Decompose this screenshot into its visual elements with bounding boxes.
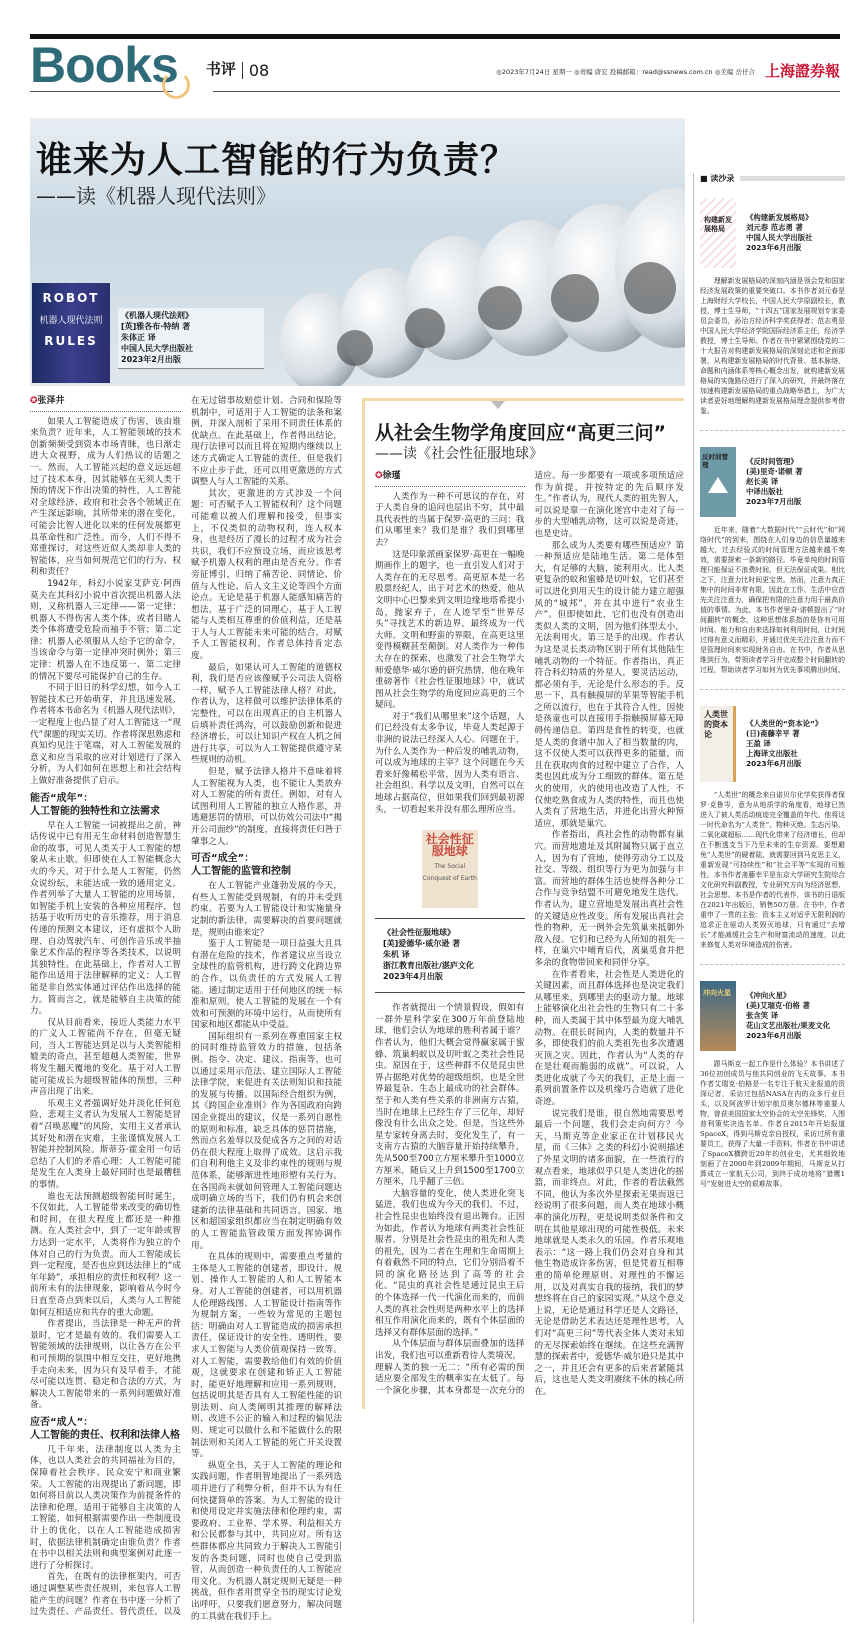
divider xyxy=(242,62,243,79)
paragraph: 人类作为一种不可思议的存在，对于人类自身的追问也层出不穷，其中最具代表性的当属于保罗·高更的三问：我们从哪里来？我们是谁？我们到哪里去？ xyxy=(375,491,525,548)
cover-text: 反时间管理 xyxy=(702,453,728,469)
caption-line: 张含笑 译 xyxy=(746,1011,779,1020)
caption-line: 中译出版社 xyxy=(746,487,783,496)
subheading xyxy=(30,792,181,818)
subheading-title: 人工智能的责任、权利和法律人格 xyxy=(30,1429,180,1441)
book-blurb: 跟马斯克一起工作是什么体验？本书讲述了36位初创成员与他共同创业的飞天故事。本书作者艾瑞克·伯格是一名专注于航天业报道的资深记者，采访过包括NASA在内的众多行业巨头，以及阿波罗计划宇航员奥尔德林等重要人物，曾获美国国家太空协会的太空先锋奖，入围普利策奖决选名单。作者自2015年开始报道SpaceX，得到马斯克亲自授权，采访过所有重要员工，获得了大量一手资料。作者在书中讲述了SpaceX横跨近20年的创业史，尤其细致地刻画了在2000年到2009年期间，马斯克从打算成立一家航天公司，到终于成功地将“猎鹰1号”发射进太空的艰难故事。 xyxy=(700,1060,845,1188)
sidebar-book-2 xyxy=(700,447,845,675)
speech-bubble-icon xyxy=(162,71,190,99)
paragraph: 最后，如果认可人工智能的道德权利，我们是否应该像赋予公司法人资格一样，赋予人工智能法律人格？对此，作者认为，这样做可以维护法律体系的完整性，可以在出现真正的自主机器人后填补责任鸿沟，可以鼓励创新和促进经济增长，可以让知识产权在人机之间进行共享，可以为人工智能提供遵守某些规则的动机。 xyxy=(191,662,342,766)
byline xyxy=(375,471,525,487)
paragraph: 理解人类的独一无二：“所有必需的预适应要全部发生的概率实在太低了。每一个演化步骤，其本身都是一次充分的适应。每一步都要有一项或多项预适应作为前提，并按特定的先后顺序发生。”作者认为，现代人类的祖先智人，可以说是靠一在演化迷宫中走对了每一步的大型哺乳动物，这可以说是奇迹，也是史诗。 xyxy=(375,471,684,1396)
caption-line: 王盈 译 xyxy=(746,739,771,748)
paragraph: 但是，赋予法律人格并不意味着将人工智能视为人类，也不能让人类放弃对人工智能的所有责任。例如，对有人试图利用人工智能的独立人格作恶，并逃避惩罚的情形，可以仿效公司法中“揭开公司面纱”的制度，直接将责任归咎于肇事之人。 xyxy=(191,767,342,847)
cover-text: The Social Conquest of Earth xyxy=(422,863,477,882)
paragraph: 首先，在既有的法律框架内，可否通过调整某些责任规则，来包容人工智能产生的问题？作者在书中逐一分析了过失责任、产品责任、替代责任，以及在无过错事故赔偿计划、合同和保险等机制中，可适用于人工智能的法条和案例，并深入剖析了采用不同责任体系的优缺点。在此基础上，作者得出结论，现行法律可以而且将在短期内继续以上述方式确定人工智能的责任，但是我们不应止步于此，还可以用更激进的方式调整人与人工智能的关系。 xyxy=(30,396,342,1618)
caption-line: (美)里奇·诺顿 著 xyxy=(746,467,803,476)
cover-text: 人类世的资本论 xyxy=(704,710,728,739)
triangle-icon xyxy=(708,477,728,493)
book-blurb: 近年来，随着“大数据时代”“云时代”和“网络时代”的到来，围绕在人们身边的信息量越来越大，过去经验式的时间管理方法越来越不奏效，需要探索一条新的路径。毕竟单纯的时间管理只能保证不浪费时间，但无法保证成果。相比之下，注意力比时间更宝贵。然而，注意力真正集中的时间非常有限，因此在工作、生活中应首先关注注意力，确保把有限的注意力用于最高价值的事情。为此，本书作者里奇·诺顿提出了“时间翻转”的概念，这种思想体系指的是你有可用时间、能力和自由来选择如何利用时间，让时间过得有意义而精彩，并通过优先关注注意力而不是管理时间来实现财务自由。在书中，作者从思维到行为，带领读者学习并完成整个时间翻转的过程，帮助读者学习如何为优先事项腾出时间。 xyxy=(700,526,845,674)
book-blurb: 理解新发展格局的深刻内涵是领会党和国家经济发展政策的重要突破口。本书作者刘元春是上海财经大学校长，中国人民大学原副校长，教授，博士生导师，“十四五”国家发展规划专家委员会委员，孙冶方经济科学奖获得者；范志勇是中国人民大学经济学院国际经济系主任，经济学教授，博士生导师。作者在书中紧紧围绕党的二十大报告对构建新发展格局的深刻论述和全面部署，从构建新发展格局的时代背景、基本脉络、命题和内涵体系等核心概念出发，就构建新发展格局的实施路径进行了深入的研究，并最终落在加速构建新发展格局的重点战略举措上，为广大读者更好地理解构建新发展格局理念提供参考借鉴。 xyxy=(700,277,845,415)
paragraph: 在人工智能产业蓬勃发展的今天，有些人工智能受到规制，有的并未受到约束。若要为人工智能设计和实施量身定制的新法律，需要解决的首要问题就是，规则由谁来定？ xyxy=(191,881,342,938)
dashed-divider xyxy=(700,430,845,431)
author-name: 张泽井 xyxy=(37,396,65,406)
masthead xyxy=(30,39,840,91)
header-rule xyxy=(213,91,840,92)
paragraph: 从个体层面与群体层面叠加的选择出发，我们也可以重新看待人类境况， xyxy=(375,1339,525,1362)
paragraph: 那么成为人类要有哪些预适应？第一种预适应是陆地生活。第二是体型大，有足够的大脑，能利用火。比人类更复杂的蚁和蜜蜂是切叶蚁，它们甚至可以进化到用天生的设计能力建立超强风的“城邦”，并在其中进行“农业生产”。但即使如此，它们也没有创造出类似人类的文明，因为他们体型太小，无法利用火。第三是手的出现。作者认为这是灵长类动物区别于所有其他陆生哺乳动物的一个特征。作者指出，真正符合科幻特质的外星人，要灵活运动，都必须有手，无论是什么形态的手。反思一下，具有触摸屏的苹果等智能手机之所以流行，也在于其符合人性，因使是孩童也可以直接用手指触摸屏幕无障碍传递信息。第四是食性的转变，也就是人类的食谱中加入了相当数量的肉，这不仅使人类可以获得更多的能量，而且在获取肉食的过程中建立了合作，人类也因此成为分工细致的群体。第五是火的使用，火的使用也改造了人性，不仅使吃熟食成为人类的特性，而且也使人类有了营地生活，并进化出营火种预适应，那就是巢穴。 xyxy=(534,540,684,829)
paragraph: 早在人工智能一词被提出之前，神话传说中已有用无生命材料创造智慧生命的故事，可见人类关于人工智能的想象从未止歇。但即使在人工智能概念大火的今天，对于什么是人工智能，仍然众说纷纭，未能达成一致的通用定义。作者列举了大量人工智能的应用场景，如智能手机上安装的各种应用程序，包括基于收听历史的音乐推荐，用于消息传递的预测文本建议，还有虚拟个人助理、自动驾驶汽车、可创作音乐或半抽象艺术作品的程序等各类技术，以说明其独特性。在此基础上，作者对人工智能作出适用于法律解释的定义：人工智能是非自然实体通过评估作出选择的能力。简而言之，就是能够自主决策的能力。 xyxy=(30,820,181,1017)
book-caption xyxy=(746,213,813,253)
cover-text: 冲向火星 xyxy=(703,989,731,997)
subheading-kicker: 可否“成全”： xyxy=(191,853,255,865)
book-cover xyxy=(700,981,736,1051)
caption-line: 浙江教育出版社/湛庐文化 xyxy=(383,961,474,971)
caption-line: 《人类世的“资本论”》 xyxy=(746,719,823,728)
lead-subheadline: ——读《机器人现代法则》 xyxy=(36,184,276,208)
paragraph: 说完我们是谁，很自然地需要思考最后一个问题，我们会走向何方？今天，马斯克等企业家正在计划移民火星，而《三体》之类的科幻小说则描述了外星文明的诸多面貌，在一些流行的观点看来，地球似乎只是人类进化的摇篮，而非终点。对此，作者的看法截然不同，他认为多次外星探索无果而返已经说明了很多问题，而人类在地球小概率的演化历程，更是说明类似条件和文明在其他星球出现的可能性极低。未来地球就是人类永久的乐园。作者乐观地表示：“这一路上我们仍会对自身和其他生物造成许多伤害，但是凭着互相尊重的简单伦理原则、对理性的不懈运用，以及对真实自我的接纳，我们的梦想终将在自己的家园实现。”从这个意义上说，无论是通过科学还是人文路径，无论是借助艺术表达还是理性思考，人们对“高更三问”等代表全体人类对未知的无尽探索始终在继续。在这些充满智慧的探索者中，爱德华·威尔逊只是其中之一，并且还会有更多的后来者紧随其后，这也是人类文明赓续不休的核心所在。 xyxy=(534,1108,684,1397)
sidebar-book-1 xyxy=(700,198,845,416)
book-caption xyxy=(746,457,802,507)
sidebar-heading-bar xyxy=(740,176,845,181)
dashed-divider xyxy=(700,689,845,690)
second-article-body xyxy=(375,471,684,1399)
paragraph: 作者提出，当法律是一种无声的背景时，它才是最有效的。我们需要人工智能领域的法律规则，以让各方在公平和可预期的氛围中相互交往，更好地携手走向未来，因为只有及早着手，才能尽可能以连贯、稳定和合法的方式，为解决人工智能带来的一系列问题做好准备。 xyxy=(30,1319,181,1411)
caption-line: 刘元春 范志勇 著 xyxy=(746,223,803,232)
lead-book-caption xyxy=(118,308,264,369)
author-name: 徐瑾 xyxy=(382,471,401,481)
cover-text: 社会性征服地球 xyxy=(425,832,474,858)
books-logo xyxy=(30,39,178,91)
paragraph: 鉴于人工智能是一项日益强大且具有潜在危险的技术，作者建议应当设立全球性的监管机构，进行跨文化跨边界的合作，以负责任的方式发展人工智能。通过制定适用于任何地区的统一标准和原则，使人工智能的发展在一个有效和可预测的环境中运行，从而使所有国家和地区都能从中受益。 xyxy=(191,939,342,1031)
caption-line: 2023年6月出版 xyxy=(746,243,802,252)
subheading xyxy=(30,1416,181,1442)
byline xyxy=(30,396,181,412)
book-cover xyxy=(700,447,736,517)
cover-text: RULES xyxy=(44,334,98,348)
paragraph: 大脑容量的变化，使人类进化突飞猛进，我们也成为今天的我们。不过，社会性昆虫也始终没有退出舞台。正因为如此，作者认为地球有两类社会性征服者，分别是社会性昆虫的祖先和人类的祖先，因为二者在生理和生命周期上有着截然不同的特点，它们分别沿着不同的演化路径达到了高等的社会化。“昆虫的真社会性是通过昆虫王后的个体选择一代一代演化而来的，而前人类的真社会性则是两种水平上的选择相互作用演化而来的，既有个体层面的选择又有群体层面的选择。” xyxy=(375,1188,525,1338)
book-cover xyxy=(700,706,736,782)
column-divider xyxy=(693,173,694,1623)
sidebar-heading: ■ 读沙录 xyxy=(700,174,735,183)
lead-headline: 谁来为人工智能的行为负责？ xyxy=(36,139,518,181)
caption-line: 《社会性征服地球》 xyxy=(383,928,455,938)
bullet-icon: ✪ xyxy=(375,471,383,481)
paragraph: 如果人工智能造成了伤害，该由谁来负责？近年来，人工智能领域的技术创新频频受到资本市场青睐，也日渐走进大众视野，成为人们热议的话题之一。然而，人工智能兴起的意义远远超过了技术本身，因其能够在无须人类干预的情况下作出决策的特性，人工智能对全球经济、政府和社会各个领域正在产生深远影响，其所带来的潜在变化，可能会比智人进化以来的任何发展都更具革命性和广泛性。而今，人们不得不郑重探讨，对这些近似人类却非人类的智能体，应当如何规范它们的行为、权利和责任？ xyxy=(30,416,181,578)
cover-text: 机器人现代法则 xyxy=(39,316,103,326)
paragraph: 乐观主义者强调好处并淡化任何危险，悲观主义者认为发展人工智能是冒着“召唤恶魔”的风险，实用主义者承认其好处和潜在灾难，主张谨慎发展人工智能并控制风险。斯蒂芬·霍金用一句话总结了人们的矛盾心理：人工智能可能是发生在人类身上最好同时也是最糟糕的事情。 xyxy=(30,1098,181,1190)
caption-line: 2023年7月出版 xyxy=(746,497,802,506)
cover-text: 构建新发展格局 xyxy=(700,198,736,268)
book-cover-social-conquest xyxy=(422,830,478,908)
caption-line: (日)斋藤幸平 著 xyxy=(746,729,800,738)
section-name: 书评 xyxy=(205,60,236,78)
caption-line: 《冲向火星》 xyxy=(746,991,791,1000)
caption-line: 《机器人现代法则》 xyxy=(121,311,193,320)
caption-line: 上海译文出版社 xyxy=(746,749,798,758)
sidebar-book-3 xyxy=(700,706,845,950)
caption-line: 朱机 译 xyxy=(383,950,410,960)
book-blurb: “人类世”的概念来自诺贝尔化学奖获得者保罗·克鲁岑，意为从地质学的角度看，地球已然进入了被人类活动痕迹完全覆盖的年代。他将这一时代命名为“人类世”。物种灭绝、生态污染、二氧化碳超标……现代化带来了经济增长，但却在不断透支当下乃至未来的生存资源。要想避免“人类世”的硬着陆，就需要回到马克思主义，重新发现“可持续性”和“社会平等”实现的可能性。本书作者斋藤幸平是东京大学研究生院综合文化研究科副教授，专业研究方向为经济思想、社会思想。本书是作者的代表作，该书的日语版在2021年出版后，销售50万册。在书中，作者重申了一贯的主张：资本主义对适乎无限利润的追求正在驱动人类毁灭地球，只有通过“去增长”才能减缓社会生产和财富流动的速度，以此来修复人类对环境造成的伤害。 xyxy=(700,791,845,949)
paragraph: 不同于旧日的科学幻想，如今人工智能技术已开始萌芽，并且迅速发展。作者将本书命名为《机器人现代法则》，一定程度上也凸显了对人工智能这一“现代”课题的现实关切。作者将深思熟虑和真知灼见注于笔端，对人工智能发展的意义和应当采取的应对计划进行了深入分析，为人们如何在思想上和社会结构上做好准备提供了启示。 xyxy=(30,683,181,786)
caption-line: 2023年6月出版 xyxy=(746,759,802,768)
book-cover-robot-rules xyxy=(32,283,110,383)
caption-line: 《构建新发展格局》 xyxy=(746,213,813,222)
caption-line: 《反时间管理》 xyxy=(746,457,798,466)
page-number: 08 xyxy=(248,61,270,80)
paragraph: 1942年，科幻小说家艾萨克·阿西莫夫在其科幻小说中首次提出机器人法则，又称机器人三定律——第一定律：机器人不得伤害人类个体，或者目睹人类个体将遭受危险而袖手不管；第二定律：机器人必须服从人给予它的命令，当该命令与第一定律冲突时例外；第三定律：机器人在不违反第一、第二定律的情况下要尽可能保护自己的生存。 xyxy=(30,578,181,682)
caption-line: 朱体正 译 xyxy=(121,333,156,342)
cover-text: ROBOT xyxy=(42,291,100,305)
second-book-caption xyxy=(375,918,525,993)
paragraph: 谁也无法预测超级智能何时诞生，不仅如此，人工智能带来改变的确切性和时间，在很大程度上都还是一种推测。在人类社会中，到了一定年龄或智力达到一定水平，人类将作为独立的个体对自己的行为负责。而人工智能成长到一定程度，是否也应到达法律上的“成年年龄”，承担相应的责任和权利？这一前所未有的法律现象，影响着从今时今日直至奇点到来以后，人类与人工智能如何互相适应和共存的重大命题。 xyxy=(30,1191,181,1318)
second-subheadline: ——读《社会性征服地球》 xyxy=(375,446,543,462)
caption-line: 花山文艺出版社/果麦文化 xyxy=(746,1021,830,1030)
newspaper-name: 上海證券報 xyxy=(764,62,840,80)
book-caption xyxy=(746,991,830,1041)
book-cover xyxy=(700,198,736,268)
second-article xyxy=(362,398,684,1409)
caption-line: 2023年2月出版 xyxy=(121,355,181,364)
second-headline: 从社会生物学角度回应“高更三问” xyxy=(375,422,666,444)
sidebar xyxy=(700,173,845,1189)
caption-line: 中国人民大学出版社 xyxy=(121,344,193,353)
paragraph: 作者就提出一个情景假设，假如有一群外星科学家在300万年前登陆地球，他们会认为地球的胜利者属于谁？作者认为，他们大概会觉得赢家属于蜜蜂、筑巢蚂蚁以及切叶蚁之类社会性昆虫。原因在于，这些种群不仅是昆虫世界占据绝对优势的超级组织，也是全世界最复杂、生态上最成功的社会群体。至于和人类有些关系的非洲南方古猿，当时在地球上已经生存了三亿年，却好像没有什么出众之处。但是，当这些外星专家转身离去时，变化发生了，有一支南方古猿的大脑容量开始持续攀升，先从500至700立方厘米攀升至1000立方厘米，随后又上升到1500至1700立方厘米，几乎翻了三倍。 xyxy=(375,1003,525,1188)
subheading xyxy=(191,852,342,878)
subheading-title: 人工智能的监管和控制 xyxy=(191,866,291,878)
subheading-kicker: 应否“成人”： xyxy=(30,1416,94,1428)
book-caption xyxy=(746,719,822,769)
caption-line: [美]爱德华·威尔逊 著 xyxy=(383,939,461,949)
subheading-title: 人工智能的独特性和立法需求 xyxy=(30,805,160,817)
paragraph: 在具体的规则中，需要重点考量的主体是人工智能的创建者，即设计、规划、操作人工智能的人和人工智能本身。对人工智能的创建者，可以用机器人伦理路线图、人工智能设计指南等作为规制方案，一些较为常见的主题包括：明确由对人工智能造成的损害承担责任，保证设计的安全性、透明性，要求人工智能与人类价值观保持一致等。对人工智能，需要教给他们有效的价值观，这就要求在创建和矫正人工智能时，能更好地理解和应用一系列规则，包括说明其是否具有人工智能性能的识别法则、向人类阐明其推理的解释法则、改进不公正的输入和过程的偏见法则、规定可以做什么和不能做什么的限制法则和关闭人工智能的死亡开关设置等。 xyxy=(191,1252,342,1460)
paragraph: 在作者看来，社会性是人类进化的关键因素，而且群体选择也是决定我们从哪里来，到哪里去的驱动力量。地球上能够演化出社会性的生物只有二十多种，而人类属于其中体型最为庞大哺乳动物。在很长时间内，人类的数量并不多，即使我们的前人类祖先也多次遭遇灭顶之灾。因此，作者认为“人类的存在是壮观而脆弱的成就”。可以说，人类进化成就了今天的我们，正是上面一系列前置条件以及机缘巧合造就了进化奇迹。 xyxy=(534,969,684,1108)
paragraph: 纵览全书，关于人工智能的理论和实践问题，作者明智地提出了一系列选项并进行了利弊分析，但并不认为有任何快捷简单的答案。为人工智能的设计和使用设定并实施法律和伦理约束，需要政府、工业界、学术界、利益相关方和公民都参与其中，共同应对。所有这些群体都应共同致力于解决人工智能引发的各类问题，同时也使自己受到监管，从而创造一种负责任的人工智能应用文化。为机器人制定规则无疑是一种挑战，但作者用贯穿全书的现实讨论发出呼吁，只要我们愿意努力，解决问题的工具就在我们手上。 xyxy=(191,1460,342,1622)
bullet-icon: ✪ xyxy=(30,396,38,406)
paragraph: 几千年来，法律制度以人类为主体，也以人类社会的共同福祉为目的，保障着社会秩序、民众安宁和商业繁荣。人工智能的出现提出了新问题，即如何将目前以人类决策作为前提条件的法律和伦理，适用于能够自主决策的人工智能，如何根据需要作出一些制度设计上的优化，以在人工智能造成损害时，依据法律机制确定由谁负责？作者在书中以相关法则和典型案例对此逐一进行了分析探讨。 xyxy=(30,1444,181,1571)
triangle-marker-icon xyxy=(491,401,505,409)
caption-line: (美)艾瑞克·伯格 著 xyxy=(746,1001,810,1010)
hero-image-robots xyxy=(30,118,685,386)
paragraph: 国际组织有一系列在尊重国家主权的同时维持监管效力的措施，包括条例、指令、决定、建议、指南等，也可以通过采用示范法、建立国际人工智能法律学院，来促进有关法则知识和技能的发展与传播。以国际经合组织为例，其《跨国企业准则》作为各国政府向跨国企业提出的建议，仅是一系列自愿性的原则和标准，缺乏具体的惩罚措施，然而点名羞辱以及促成各方之间的对话仍在很大程度上取得了成效。这启示我们自利利他主义及非约束性的规则与规范体系，能够渐进性地形塑有关行为。在各国尚未就如何管理人工智能问题达成明确立场的当下，我们仍有机会来创建新的法律基础和共同语言，国家、地区和超国家组织都应当在制定明确有效的人工智能监管政策方面发挥协调作用。 xyxy=(191,1031,342,1251)
caption-line: 中国人民大学出版社 xyxy=(746,233,813,242)
paragraph: 这是印象派画家保罗·高更在一幅晚期画作上的题字，也一直引发人们对于人类存在的无尽思考。高更原本是一名股票经纪人，出于对艺术的热爱，他从文明中心巴黎来到文明边缘地塔希提小岛，抛家弃子，在人迹罕至“世界尽头”寻找艺术的新边界，最终成为一代大师。文明和野蛮的界限，在高更这里变得模糊甚至颠倒。对人类作为一种伟大存在的探索，也激发了社会生物学大师爱德华·威尔逊的研究热情，他在晚年重磅著作《社会性征服地球》中，就试图从社会生物学的角度回应高更的三个疑问。 xyxy=(375,549,525,711)
issue-info: ◎2023年7月24日 星期一 ◎责编 唐宏 投稿邮箱：read@ssnews.com.cn ◎美编 岳仔合 xyxy=(496,68,755,76)
dashed-divider xyxy=(700,964,845,965)
caption-line: [英]雅各布·特纳 著 xyxy=(121,322,191,331)
logo-text: Books xyxy=(30,37,178,93)
subheading-kicker: 能否“成年”： xyxy=(30,792,94,804)
lead-article-body xyxy=(30,396,342,1623)
paragraph: 仅从目前看来，接近人类能力水平的广义人工智能尚不存在，但毫无疑问，当人工智能达到足以与人类智能相媲美的奇点，甚至超越人类智能，世界将发生翻天覆地的变化。基于对人工智能可能成长为超级智能体的预想，三种声音出现了出来。 xyxy=(30,1017,181,1098)
caption-line: 赵长美 译 xyxy=(746,477,779,486)
caption-line: 2023年6月出版 xyxy=(746,1031,802,1040)
paragraph: 对于“我们从哪里来”这个话题，人们已经没有太多争议，毕竟人类起源于非洲的说法已经深入人心。问题在于，为什么人类作为一种后发的哺乳动物，可以成为地球的主宰？这个问题在今天看来好像稀松平常，因为人类有语言、社会组织、科学以及文明，自然可以在地球占据高位，但如果我们回到最初源头，一切看起来并没有那么理所应当。 xyxy=(375,711,525,815)
paragraph: 作者指出，真社会性的动物都有巢穴。而营地遗址及其附属物只属于直立人，因为有了营地，使得劳动分工以及社交、等级、组织等行为更为加强与丰富。而营地的群体生活也使得各种分工合作与竞争结盟不可避免地发生迭代。作者认为，建立营地是发展出真社会性的关键适应性改变。所有发展出真社会性的物种，无一例外会先筑巢来抵御外敌入侵。它们和已经为人所知的祖先一样，在巢穴中哺育后代，离巢觅食并把多余的食物带回来和同伴分享。 xyxy=(534,830,684,968)
sidebar-book-4 xyxy=(700,981,845,1189)
paragraph: 其次，更激进的方式涉及一个问题：可否赋予人工智能权利？这个问题可能难以被人们理解和接受，但事实上，不仅类似的动物权利，连人权本身，也是经历了漫长的过程才成为社会共识，我们不应预设立场，而应该思考赋予机器人权利的理由是否充分。作者旁征博引，归纳了痛苦论、同情论、价值与人性论、后人文主义论等四个方面论点。无论是基于机器人能感知痛苦的想法，基于广泛的同理心，基于人工智能与人类相互尊重的价值利益，还是基于人与人工智能未来可能的结合，对赋予人工智能权利，作者总体持肯定态度。 xyxy=(191,488,342,662)
caption-line: 2023年4月出版 xyxy=(383,972,443,982)
robot-heads xyxy=(280,188,685,386)
